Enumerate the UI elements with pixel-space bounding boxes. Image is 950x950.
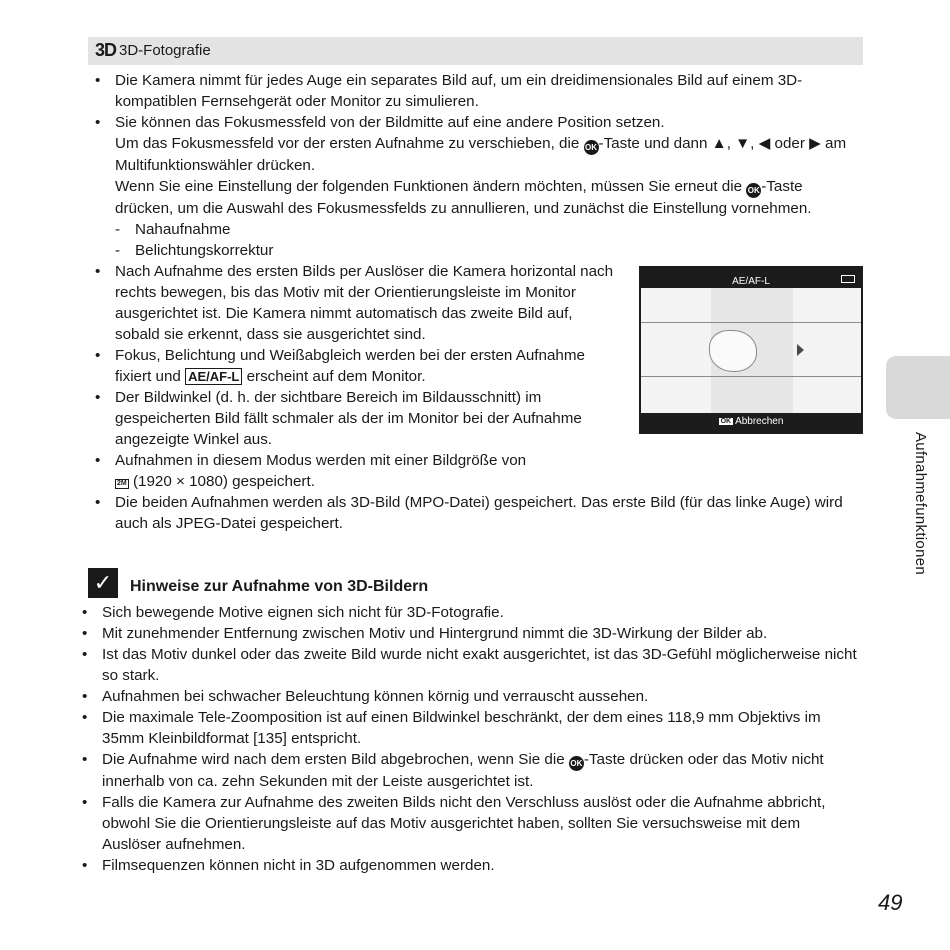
guide-line [641,322,861,323]
ok-button-icon: OK [720,418,732,425]
sub-item: - Belichtungskorrektur [115,240,865,261]
image-size-16-9-icon: 2M [117,480,127,487]
ok-button-icon: OK [569,756,584,771]
right-arrow-icon [797,344,804,356]
note-item: • Die Aufnahme wird nach dem ersten Bild abgebrochen, wenn Sie die OK-Taste drücken oder das Motiv nicht innerhalb von ca. zehn Sekunden mit der Leiste ausgerichtet ist. [102,749,862,792]
battery-icon [841,275,855,283]
bullet-item: • Sie können das Fokusmessfeld von der Bildmitte auf eine andere Position setzen. Um das Fokusmessfeld vor der ersten Aufnahme zu verschieben, die OK-Taste und dann ▲, ▼, ◀ oder ▶ am Multifunktionswähler drücken. Wenn Sie eine Einstellung der folgenden Funktionen ändern möchten, müssen Sie erneut die OK-Taste drücken, um die Auswahl des Fokusmessfelds zu annullieren, und zunächst die Einstellung vornehmen. - Nahaufnahme - Belichtungskorrektur [115,112,865,261]
chapter-label: Aufnahmefunktionen [912,432,929,575]
bullet-item: • Die Kamera nimmt für jedes Auge ein separates Bild auf, um ein dreidimensionales Bild auf einem 3D-kompatiblen Fernsehgerät oder Monitor zu simulieren. [115,70,865,112]
camera-monitor-illustration [639,266,863,434]
notes-list [102,602,862,876]
chapter-tab [886,356,950,419]
ok-button-icon: OK [746,183,761,198]
notes-header [88,568,588,598]
note-item: • Sich bewegende Motive eignen sich nicht für 3D-Fotografie. [102,602,862,623]
sub-list [115,219,865,261]
page-number: 49 [878,890,903,915]
check-icon: ✓ [88,568,118,598]
ae-af-lock-icon: AE/AF-L [185,368,242,385]
bullet-item: • Der Bildwinkel (d. h. der sichtbare Bereich im Bildausschnitt) im gespeicherten Bild fällt schmaler als der im Monitor bei der Aufnahme angezeigte Winkel aus. [115,387,615,450]
cancel-hint: OK Abbrechen [720,416,784,427]
note-item: • Aufnahmen bei schwacher Beleuchtung können körnig und verrauscht aussehen. [102,686,862,707]
notes-title: Hinweise zur Aufnahme von 3D-Bildern [130,578,429,595]
3d-mode-icon: 3D [95,40,117,60]
bullet-item: • Die beiden Aufnahmen werden als 3D-Bild (MPO-Datei) gespeichert. Das erste Bild (für das linke Auge) wird auch als JPEG-Datei gespeichert. [115,492,865,534]
section-header [88,37,863,65]
note-item: • Falls die Kamera zur Aufnahme des zweiten Bilds nicht den Verschluss auslöst oder die Aufnahme abbricht, obwohl Sie die Orientierungsleiste auf das Motiv ausgerichtet haben, sollten Sie versuchsweise mit dem Auslöser aufnehmen. [102,792,862,855]
guide-line [641,376,861,377]
note-item: • Filmsequenzen können nicht in 3D aufgenommen werden. [102,855,862,876]
bullet-item: • Nach Aufnahme des ersten Bilds per Auslöser die Kamera horizontal nach rechts bewegen, bis das Motiv mit der Orientierungsleiste im Monitor ausgerichtet ist. Die Kamera nimmt automatisch das zweite Bild auf, sobald sie erkennt, dass sie ausgerichtet sind. [115,261,615,345]
ae-af-l-indicator: AE/AF-L [732,276,770,287]
note-item: • Ist das Motiv dunkel oder das zweite Bild wurde nicht exakt ausgerichtet, ist das 3D-Gefühl möglicherweise nicht so stark. [102,644,862,686]
ok-button-icon: OK [584,140,599,155]
bullet-item: • Fokus, Belichtung und Weißabgleich werden bei der ersten Aufnahme fixiert und AE/AF-L erscheint auf dem Monitor. [115,345,615,387]
bullet-item: • Aufnahmen in diesem Modus werden mit einer Bildgröße von 2M (1920 × 1080) gespeichert. [115,450,615,492]
viewfinder [641,288,861,413]
flower-subject-icon [709,330,757,372]
note-item: • Mit zunehmender Entfernung zwischen Motiv und Hintergrund nimmt die 3D-Wirkung der Bilder ab. [102,623,862,644]
sub-item: - Nahaufnahme [115,219,865,240]
section-title: 3D-Fotografie [119,42,211,59]
note-item: • Die maximale Tele-Zoomposition ist auf einen Bildwinkel beschränkt, der dem eines 118,9 mm Objektivs im 35mm Kleinbildformat [135] entspricht. [102,707,862,749]
